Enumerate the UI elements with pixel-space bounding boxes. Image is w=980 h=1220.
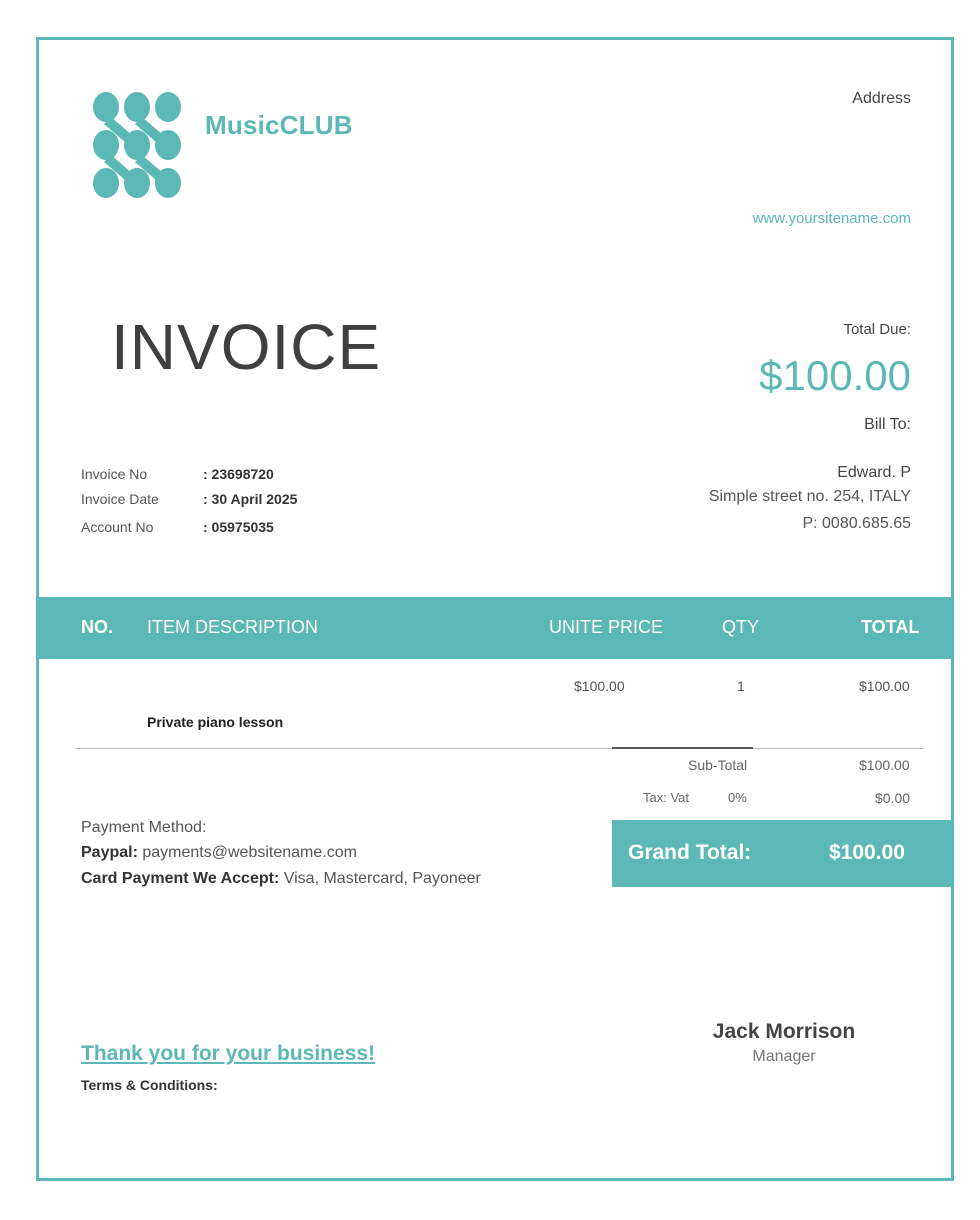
header-unit-price: UNITE PRICE (549, 617, 664, 637)
header-qty: QTY (722, 617, 760, 637)
summary-divider (612, 747, 753, 749)
bill-to-label: Bill To: (864, 416, 911, 433)
tax-label: Tax: Vat (643, 790, 690, 805)
bill-to-phone: P: 0080.685.65 (802, 515, 911, 532)
header-description: ITEM DESCRIPTION (147, 617, 319, 637)
company-website-link[interactable]: www.yoursitename.com (752, 210, 911, 227)
invoice-no-label: Invoice No (81, 466, 148, 482)
item-total: $100.00 (859, 678, 910, 694)
invoice-date-value: : 30 April 2025 (203, 491, 298, 507)
subtotal-label: Sub-Total (688, 757, 748, 773)
header-no: NO. (81, 617, 114, 637)
account-no-value: : 05975035 (203, 519, 274, 535)
tax-rate: 0% (728, 790, 747, 805)
invoice-no-value: : 23698720 (203, 466, 274, 482)
company-address: Address (852, 90, 911, 107)
signer-name: Jack Morrison (712, 1020, 856, 1043)
invoice-page (36, 37, 954, 1181)
brand-name: MusicCLUB (205, 110, 353, 140)
account-no-label: Account No (81, 519, 154, 535)
invoice-title: INVOICE (111, 311, 382, 383)
card-value: Visa, Mastercard, Payoneer (283, 870, 481, 887)
signer-role: Manager (752, 1048, 816, 1065)
terms-label: Terms & Conditions: (81, 1077, 218, 1093)
payment-heading: Payment Method: (81, 819, 207, 836)
payment-paypal (81, 844, 357, 862)
payment-card (81, 870, 481, 888)
thank-you-message: Thank you for your business! (81, 1042, 376, 1065)
item-unit-price: $100.00 (574, 678, 625, 694)
grand-total-value: $100.00 (829, 841, 905, 864)
card-label: Card Payment We Accept: (81, 870, 280, 887)
bill-to-name: Edward. P (837, 464, 911, 481)
header-total: TOTAL (861, 617, 920, 637)
items-table-header (39, 597, 954, 659)
item-description: Private piano lesson (147, 714, 284, 730)
paypal-label: Paypal: (81, 844, 138, 861)
invoice-date-label: Invoice Date (81, 491, 159, 507)
item-qty: 1 (737, 678, 745, 694)
subtotal-value: $100.00 (859, 757, 910, 773)
grand-total-label: Grand Total: (628, 841, 752, 864)
paypal-value: payments@websitename.com (142, 844, 357, 861)
table-divider (75, 748, 923, 749)
grand-total-box (612, 820, 954, 887)
tax-value: $0.00 (875, 790, 911, 806)
total-due-label: Total Due: (843, 321, 911, 338)
dotted-node-logo-icon (91, 92, 183, 198)
total-due-amount: $100.00 (759, 352, 911, 399)
bill-to-address: Simple street no. 254, ITALY (708, 488, 911, 505)
